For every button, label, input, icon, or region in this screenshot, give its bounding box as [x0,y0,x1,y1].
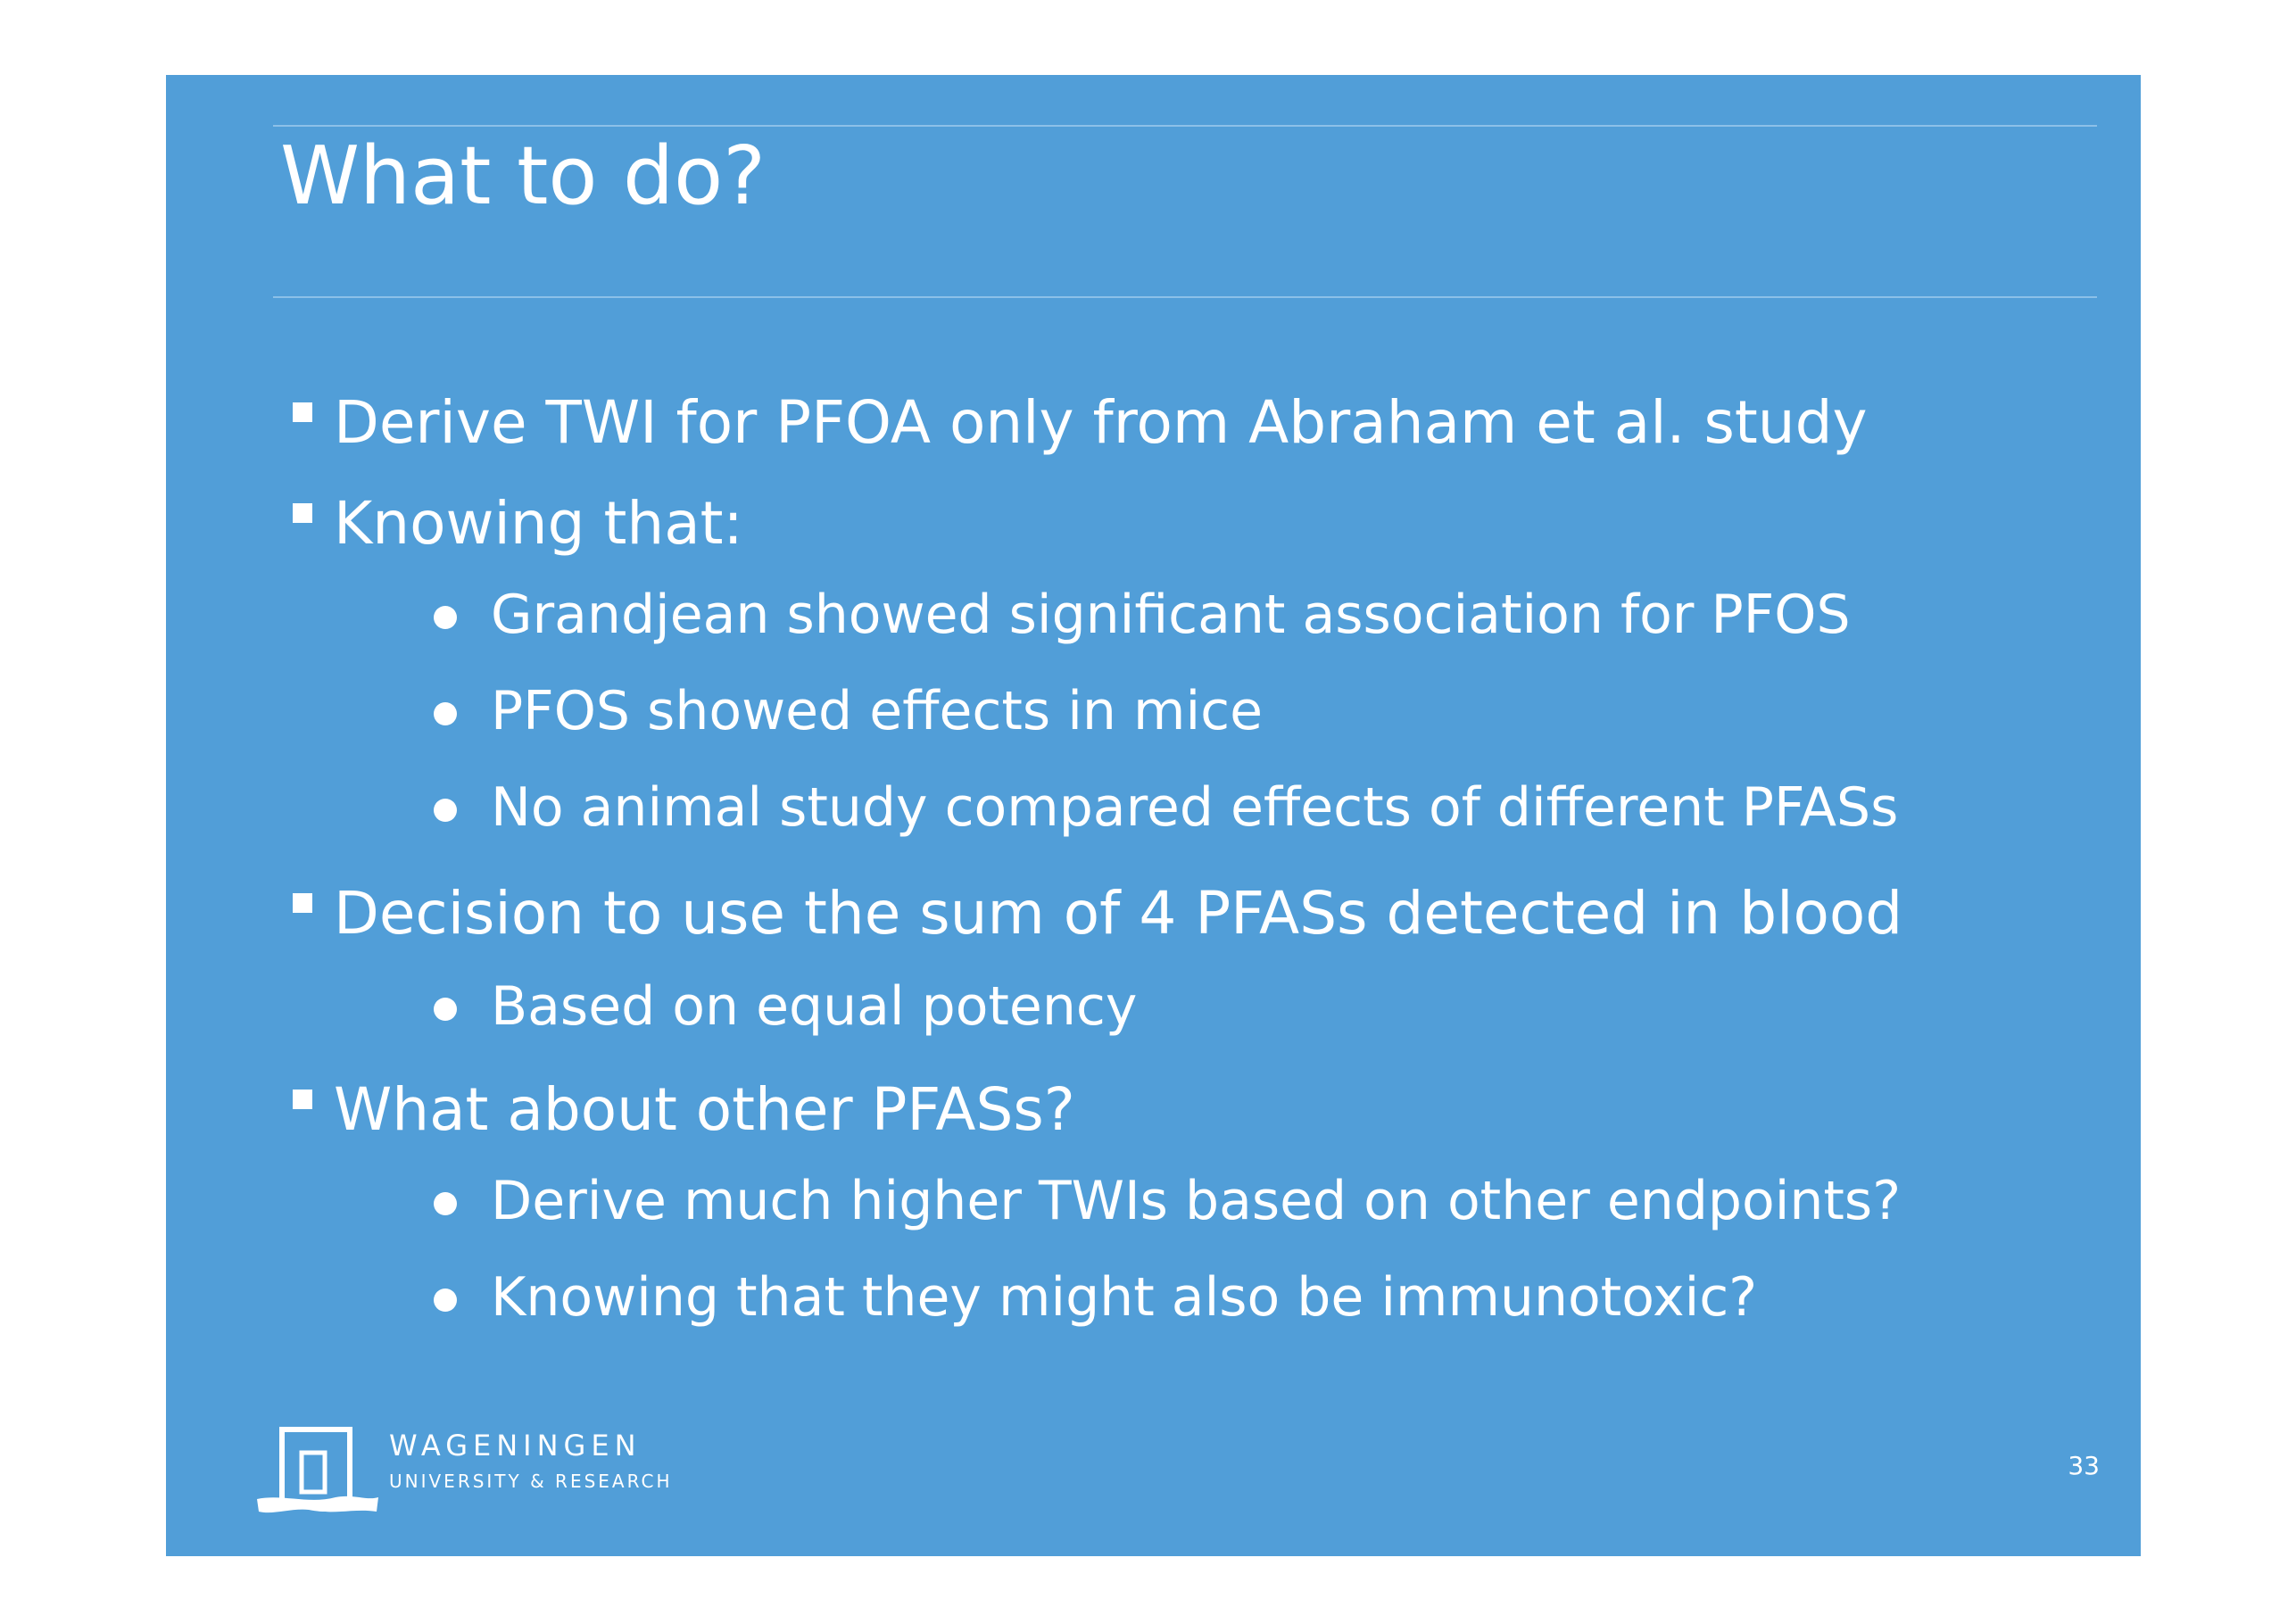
bullet-text: Decision to use the sum of 4 PFASs detected in blood [334,879,1903,948]
bullet-text: Derive TWI for PFOA only from Abraham et al. study [334,388,1868,457]
wageningen-logo [255,1422,719,1520]
bullet-text: Based on equal potency [491,975,1138,1038]
square-bullet-icon [293,1090,312,1109]
logo-name: WAGENINGEN [389,1429,642,1462]
bullet-list [166,75,2141,1556]
sub-bullet-item [491,584,1851,646]
sub-bullet-item [491,1266,1758,1329]
round-bullet-icon [434,606,457,629]
sub-bullet-item [491,975,1138,1038]
round-bullet-icon [434,998,457,1021]
sub-bullet-item [491,776,1899,839]
bullet-item [334,1075,1075,1144]
bullet-text: Grandjean showed significant association for PFOS [491,584,1851,646]
square-bullet-icon [293,893,312,913]
bullet-item [334,879,1903,948]
round-bullet-icon [434,702,457,725]
square-bullet-icon [293,503,312,523]
sub-bullet-item [491,680,1264,742]
round-bullet-icon [434,1192,457,1215]
bullet-text: PFOS showed effects in mice [491,680,1264,742]
bullet-item [334,489,743,558]
bullet-text: Derive much higher TWIs based on other endpoints? [491,1170,1902,1232]
round-bullet-icon [434,799,457,822]
round-bullet-icon [434,1288,457,1312]
wageningen-logo-icon [255,1422,380,1520]
logo-subtitle: UNIVERSITY & RESEARCH [389,1471,673,1492]
bullet-item [334,388,1868,457]
bullet-text: Knowing that they might also be immunotoxic? [491,1266,1758,1329]
page-number: 33 [2068,1451,2100,1480]
slide [166,75,2141,1556]
bullet-text: What about other PFASs? [334,1075,1075,1144]
square-bullet-icon [293,402,312,422]
bullet-text: Knowing that: [334,489,743,558]
slide-title: What to do? [280,129,766,223]
bullet-text: No animal study compared effects of different PFASs [491,776,1899,839]
sub-bullet-item [491,1170,1902,1232]
